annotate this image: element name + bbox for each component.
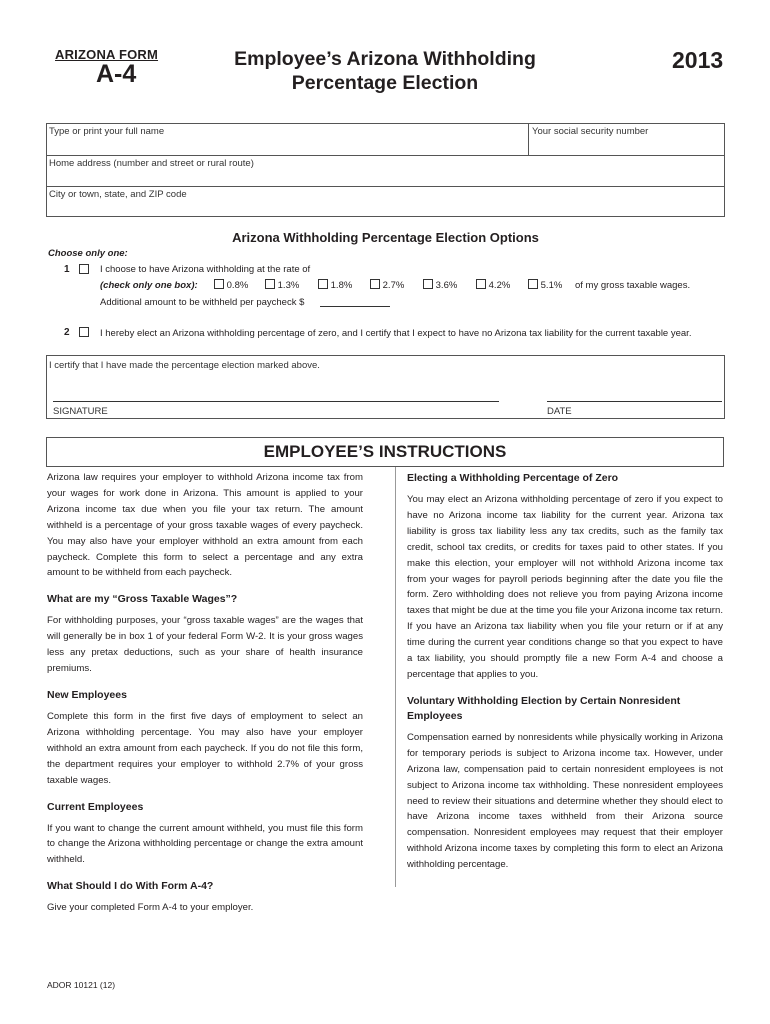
heading-current-employees: Current Employees: [47, 800, 144, 813]
rate-checkbox[interactable]: [370, 279, 380, 289]
rate-label: 1.3%: [277, 280, 300, 291]
rate-label: 5.1%: [540, 280, 563, 291]
personal-info-box: [46, 123, 725, 217]
election-options-title: Arizona Withholding Percentage Election Options: [232, 230, 539, 245]
option-1-number: 1: [64, 264, 70, 275]
additional-amount-label: Additional amount to be withheld per paycheck $: [100, 297, 305, 308]
certification-text: I certify that I have made the percentage election marked above.: [49, 360, 320, 371]
rate-option-5-1[interactable]: [528, 279, 562, 291]
instructions-intro: Arizona law requires your employer to withhold Arizona income tax from your wages for work done in Arizona. This amount is applied to your Arizona income tax due when you file your tax return. The amount withheld is a percentage of your gross taxable wages of every paycheck. You may also have your employer withhold an extra amount from each paycheck. Complete this form to select a percentage and any extra amount to be withheld from each paycheck.: [47, 472, 363, 579]
heading-voluntary-nonresident: Voluntary Withholding Election by Certain Nonresident Employees: [407, 694, 681, 722]
form-code-footer: ADOR 10121 (12): [47, 980, 116, 990]
rate-option-3-6[interactable]: [423, 279, 457, 291]
rate-option-4-2[interactable]: [476, 279, 510, 291]
text-new-employees: Complete this form in the first five days of employment to select an Arizona withholding percentage. You may also have your employer withhold an extra amount from each paycheck. If you do not file this form, the department requires your employer to withhold 2.7% of your gross taxable wages.: [47, 710, 363, 786]
full-name-label: Type or print your full name: [49, 126, 165, 137]
rate-checkbox[interactable]: [476, 279, 486, 289]
option-2-text: I hereby elect an Arizona withholding percentage of zero, and I certify that I expect to have no Arizona tax liability for the current taxable year.: [100, 328, 692, 339]
rate-option-0-8[interactable]: [214, 279, 248, 291]
rate-label: 4.2%: [488, 280, 511, 291]
heading-what-to-do: What Should I do With Form A-4?: [47, 880, 214, 893]
option-2-number: 2: [64, 327, 70, 338]
form-label: ARIZONA FORM: [55, 47, 159, 62]
ssn-label: Your social security number: [532, 126, 649, 137]
text-current-employees: If you want to change the current amount withheld, you must file this form to change the Arizona withholding percentage or change the extra amount withheld.: [47, 822, 363, 866]
option-1-checkbox[interactable]: [79, 264, 89, 274]
page-title: [205, 47, 565, 95]
text-gross-taxable-wages: For withholding purposes, your “gross taxable wages” are the wages that will generally be in box 1 of your federal Form W-2. It is your gross wages less any pretax deductions, such as your share of health insurance premiums.: [47, 615, 363, 675]
heading-gross-taxable-wages: What are my “Gross Taxable Wages”?: [47, 593, 238, 606]
rate-suffix: of my gross taxable wages.: [575, 280, 691, 291]
rate-option-2-7[interactable]: [370, 279, 404, 291]
rate-option-1-3[interactable]: [265, 279, 299, 291]
date-label: DATE: [547, 406, 572, 417]
full-name-field[interactable]: [47, 124, 529, 156]
instructions-left-column: [47, 470, 363, 916]
heading-zero-percentage: Electing a Withholding Percentage of Zero: [407, 472, 619, 484]
home-address-field[interactable]: [47, 156, 725, 187]
check-only-one-label: (check only one box):: [100, 280, 198, 291]
instructions-title: EMPLOYEE’S INSTRUCTIONS: [46, 437, 724, 467]
text-what-to-do: Give your completed Form A-4 to your employer.: [47, 902, 254, 914]
title-line-1: Employee’s Arizona Withholding: [234, 48, 536, 70]
heading-new-employees: New Employees: [47, 688, 127, 701]
column-divider: [395, 467, 396, 887]
city-state-zip-field[interactable]: [47, 187, 725, 217]
title-line-2: Percentage Election: [291, 72, 479, 94]
rate-checkbox[interactable]: [265, 279, 275, 289]
city-state-zip-label: City or town, state, and ZIP code: [49, 189, 187, 200]
certification-box: [46, 355, 725, 419]
form-number: A-4: [96, 60, 137, 88]
option-1-text: I choose to have Arizona withholding at the rate of: [100, 264, 311, 275]
rate-checkbox[interactable]: [214, 279, 224, 289]
rate-checkbox[interactable]: [528, 279, 538, 289]
home-address-label: Home address (number and street or rural route): [49, 158, 254, 169]
rate-checkbox[interactable]: [318, 279, 328, 289]
signature-line[interactable]: [53, 401, 499, 402]
form-year: 2013: [672, 47, 724, 73]
rate-label: 0.8%: [226, 280, 249, 291]
instructions-right-column: [407, 460, 723, 873]
date-line[interactable]: [547, 401, 722, 402]
text-voluntary-nonresident: Compensation earned by nonresidents while physically working in Arizona for temporary periods is subject to Arizona income tax. However, under Arizona law, compensation paid to certain nonresident employees is not subject to Arizona income tax withholding. These nonresident employees need to review their situations and determine whether they should elect to have Arizona income taxes withheld from their Arizona source compensation. Nonresident employees may request that their employer withhold Arizona income taxes by completing this form to elect an Arizona withholding percentage.: [407, 731, 723, 871]
option-2-checkbox[interactable]: [79, 327, 89, 337]
rate-label: 3.6%: [435, 280, 458, 291]
rate-label: 2.7%: [382, 280, 405, 291]
choose-only-one: Choose only one:: [48, 248, 128, 259]
additional-amount-input[interactable]: [320, 306, 390, 307]
ssn-field[interactable]: [529, 124, 725, 156]
rate-option-1-8[interactable]: [318, 279, 352, 291]
rate-checkbox[interactable]: [423, 279, 433, 289]
signature-label: SIGNATURE: [53, 406, 108, 417]
text-zero-percentage: You may elect an Arizona withholding percentage of zero if you expect to have no Arizona income tax liability for the current year. Arizona tax liability is gross tax liability less any tax credits, such as the family tax credit, school tax credits, or credits for taxes paid to other states. If you make this election, your employer will not withhold Arizona income tax from your wages for payroll periods beginning after the date you file the form. Zero withholding does not relieve you from paying Arizona income taxes that might be due at the time you file your Arizona income tax return. If you have an Arizona tax liability when you file your return or if at any time during the current year conditions change so that you expect to have a tax liability, you should promptly file a new Form A-4 and choose a percentage that applies to you.: [407, 494, 723, 680]
rate-label: 1.8%: [330, 280, 353, 291]
